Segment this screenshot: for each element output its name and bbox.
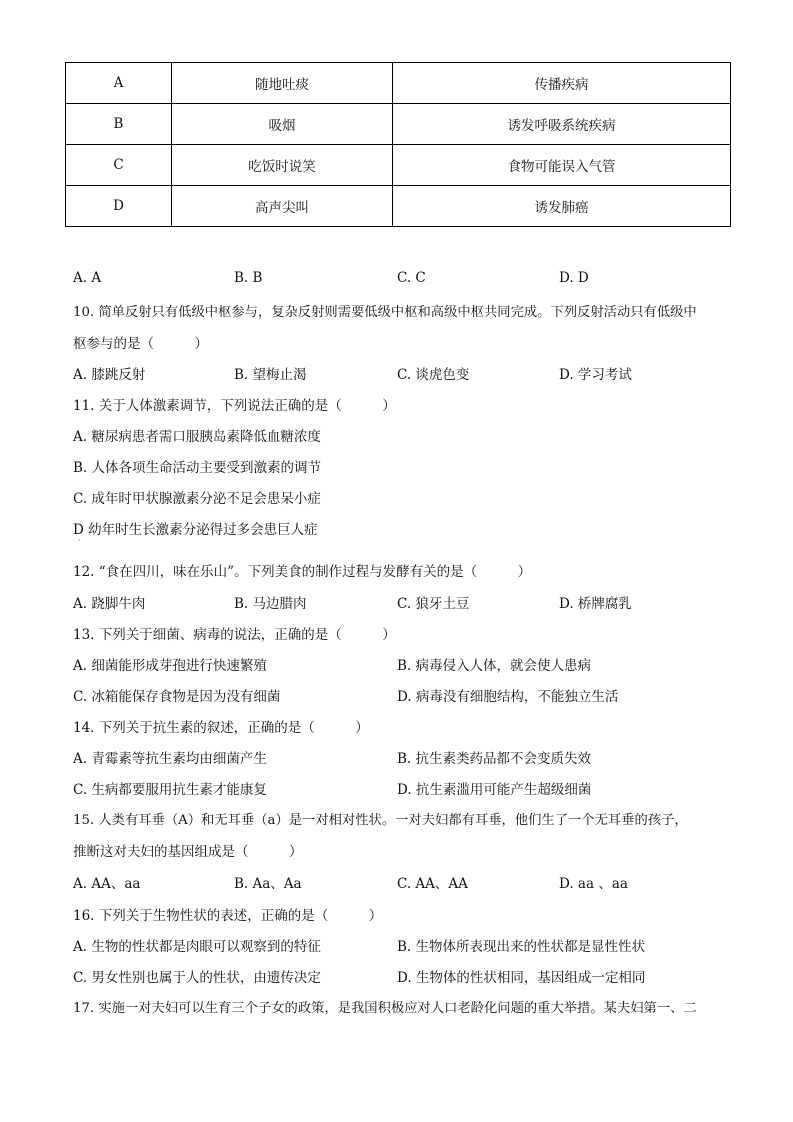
table-cell: B — [66, 104, 172, 145]
q11-option-b: B. 人体各项生命活动主要受到激素的调节 — [73, 460, 322, 476]
q13-option-b: B. 病毒侵入人体，就会使人患病 — [397, 658, 592, 674]
q15-stem-line2: 推断这对夫妇的基因组成是（ ） — [73, 844, 303, 860]
q15-option-c: C. AA、AA — [397, 876, 468, 892]
q16-option-d: D. 生物体的性状相同，基因组成一定相同 — [397, 970, 646, 986]
q14-option-b: B. 抗生素类药品都不会变质失效 — [397, 751, 592, 767]
table-cell: 传播疾病 — [393, 63, 731, 104]
q16-option-b: B. 生物体所表现出来的性状都是显性性状 — [397, 939, 646, 955]
choice-table — [65, 62, 731, 227]
q11-stem: 11. 关于人体激素调节，下列说法正确的是（ ） — [73, 398, 396, 414]
table-row — [66, 104, 731, 145]
q12-stem: 12. “食在四川，味在乐山”。下列美食的制作过程与发酵有关的是（ ） — [73, 564, 532, 580]
q13-option-c: C. 冰箱能保存食物是因为没有细菌 — [73, 689, 281, 705]
q12-option-c: C. 狼牙土豆 — [397, 596, 470, 612]
table-cell: A — [66, 63, 172, 104]
table-cell: 诱发肺癌 — [393, 186, 731, 227]
q10-option-b: B. 望梅止渴 — [234, 367, 307, 383]
q11-option-d: D 幼年时生长激素分泌得过多会患巨人症 — [73, 522, 318, 538]
table-cell: C — [66, 145, 172, 186]
table-cell: 吃饭时说笑 — [172, 145, 393, 186]
q15-option-b: B. Aa、Aa — [234, 876, 302, 892]
q14-option-a: A. 青霉素等抗生素均由细菌产生 — [73, 751, 267, 767]
q12-option-d: D. 桥牌腐乳 — [559, 596, 632, 612]
q15-stem-line1: 15. 人类有耳垂（A）和无耳垂（a）是一对相对性状。一对夫妇都有耳垂，他们生了一个无耳垂的孩子， — [73, 813, 688, 828]
q14-option-d: D. 抗生素滥用可能产生超级细菌 — [397, 782, 592, 798]
q17-stem-line1: 17. 实施一对夫妇可以生育三个子女的政策，是我国积极应对人口老龄化问题的重大举措。某夫妇第一、二 — [73, 1001, 697, 1016]
q12-option-a: A. 跷脚牛肉 — [73, 596, 146, 612]
table-cell: 诱发呼吸系统疾病 — [393, 104, 731, 145]
table-row — [66, 63, 731, 104]
q13-stem: 13. 下列关于细菌、病毒的说法，正确的是（ ） — [73, 627, 396, 643]
q9-option-b: B. B — [234, 270, 263, 286]
q13-option-a: A. 细菌能形成芽孢进行快速繁殖 — [73, 658, 267, 674]
q10-stem-line2: 枢参与的是（ ） — [73, 336, 208, 352]
q10-option-c: C. 谈虎色变 — [397, 367, 470, 383]
q14-stem: 14. 下列关于抗生素的叙述，正确的是（ ） — [73, 720, 369, 736]
q14-option-c: C. 生病都要服用抗生素才能康复 — [73, 782, 267, 798]
q10-option-a: A. 膝跳反射 — [73, 367, 146, 383]
table-cell: 随地吐痰 — [172, 63, 393, 104]
q13-option-d: D. 病毒没有细胞结构，不能独立生活 — [397, 689, 619, 705]
table-cell: 食物可能误入气管 — [393, 145, 731, 186]
table-cell: 高声尖叫 — [172, 186, 393, 227]
q10-stem-line1: 10. 简单反射只有低级中枢参与，复杂反射则需要低级中枢和高级中枢共同完成。下列反射活动只有低级中 — [73, 305, 697, 320]
q16-stem: 16. 下列关于生物性状的表述，正确的是（ ） — [73, 908, 383, 924]
q9-option-c: C. C — [397, 270, 426, 286]
table-cell: 吸烟 — [172, 104, 393, 145]
q9-option-d: D. D — [559, 270, 589, 286]
q15-option-a: A. AA、aa — [73, 876, 141, 892]
q12-option-b: B. 马边腊肉 — [234, 596, 307, 612]
table-row — [66, 145, 731, 186]
q11-option-c: C. 成年时甲状腺激素分泌不足会患呆小症 — [73, 491, 321, 507]
q16-option-c: C. 男女性别也属于人的性状，由遗传决定 — [73, 970, 321, 986]
q11-option-a: A. 糖尿病患者需口服胰岛素降低血糖浓度 — [73, 429, 321, 445]
q16-option-a: A. 生物的性状都是肉眼可以观察到的特征 — [73, 939, 321, 955]
stray-mark: · — [78, 536, 81, 545]
q9-option-a: A. A — [73, 270, 102, 286]
q10-option-d: D. 学习考试 — [559, 367, 632, 383]
table-cell: D — [66, 186, 172, 227]
table-row — [66, 186, 731, 227]
q15-option-d: D. aa 、aa — [559, 876, 628, 892]
